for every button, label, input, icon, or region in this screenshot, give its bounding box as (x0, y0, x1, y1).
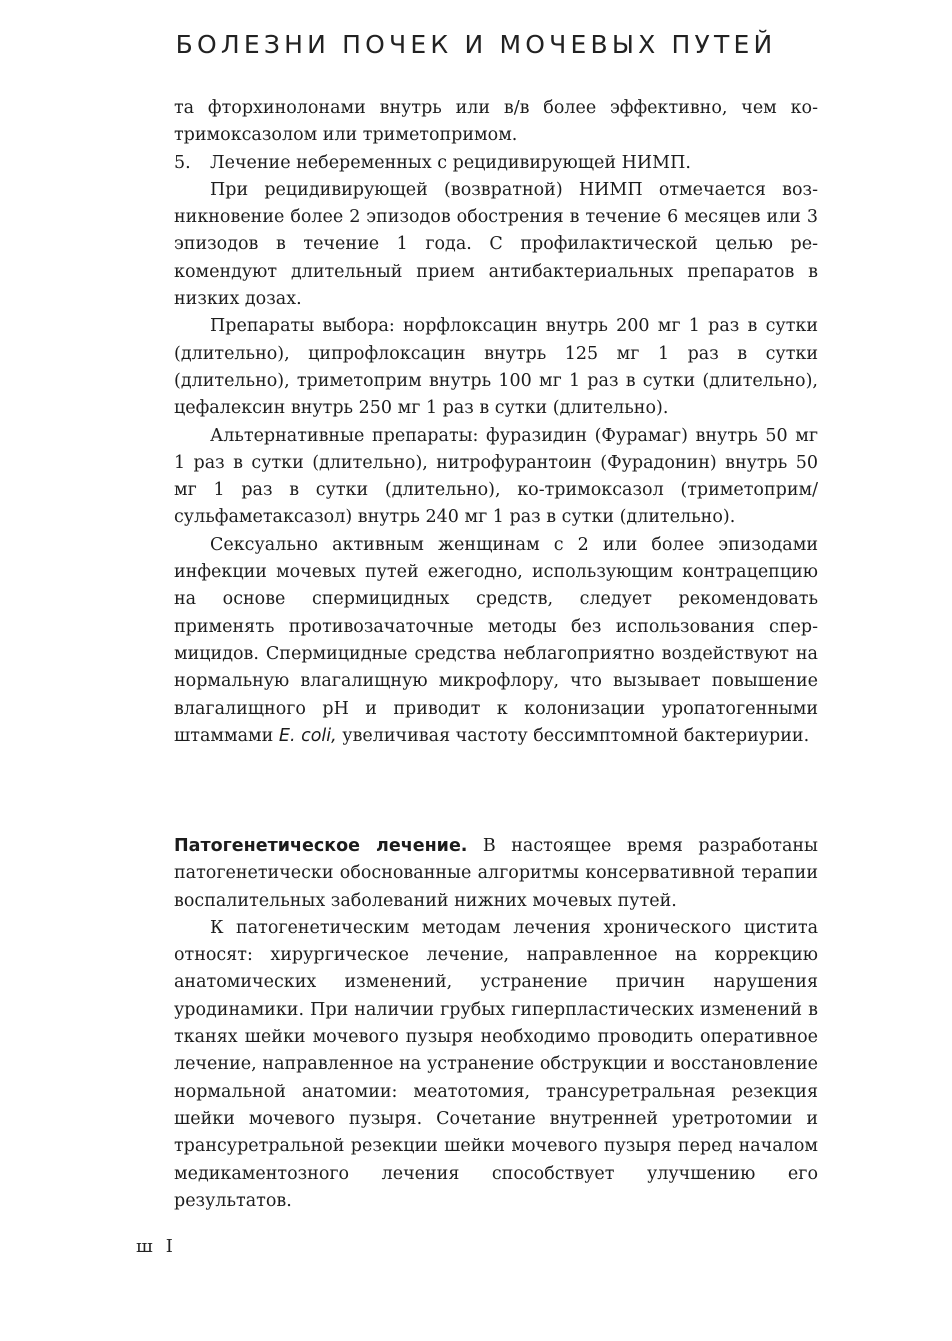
body-text-lower (174, 833, 818, 1215)
paragraph-pathogenetic (174, 833, 818, 915)
paragraph-text: Сексуально активным женщинам с 2 или более эпизодами инфекции мочевых путей ежегодно, использующим контрацепцию на основе спермицидных средств, следует рекомендовать применять противозачаточные методы без использования спермицидов. Спермицидные средства неблагоприятно воздействуют на нормальную влагалищную микрофлору, что вызывает повышение влагалищного рН и приводит к колонизации уропатогенными штаммами (174, 534, 818, 746)
paragraph-text: увеличивая частоту бессимптомной бактериурии. (336, 725, 810, 746)
body-text-upper (174, 95, 818, 750)
list-item-text: Лечение небеременных с рецидивирующей НИМП. (210, 152, 691, 173)
paragraph-text: В настоящее время разработаны патогенетически обоснованные алгоритмы консервативной терапии воспалительных заболеваний нижних мочевых путей. (174, 836, 818, 911)
page-folio (136, 1236, 174, 1257)
latin-term: E. coli, (278, 725, 337, 746)
paragraph-spermicides (174, 532, 818, 750)
paragraph-recurrent-uti: При рецидивирующей (возвратной) НИМП отмечается возникновение более 2 эпизодов обострения в течение 6 месяцев или 3 эпизодов в течение 1 года. С профилактической целью рекомендуют длительный прием антибактериальных препаратов в низких дозах. (174, 179, 818, 310)
folio-bar: I (165, 1236, 174, 1257)
list-item-5 (174, 150, 818, 177)
running-head: БОЛЕЗНИ ПОЧЕК И МОЧЕВЫХ ПУТЕЙ (175, 30, 777, 59)
paragraph-alternative-drugs: Альтернативные препараты: фуразидин (Фурамаг) внутрь 50 мг 1 раз в сутки (длительно), нитрофурантоин (Фурадонин) внутрь 50 мг 1 раз в сутки (длительно), ко-тримоксазол (триметоприм/сульфаметаксазол) внутрь 240 мг 1 раз в сутки (длительно). (174, 425, 818, 528)
folio-mark: ш (136, 1236, 154, 1257)
list-number: 5. (174, 152, 191, 173)
paragraph-drugs-of-choice: Препараты выбора: норфлоксацин внутрь 200 мг 1 раз в сутки (длительно), ципрофлоксацин внутрь 125 мг 1 раз в сутки (длительно), триметоприм внутрь 100 мг 1 раз в сутки (длительно), цефалексин внутрь 250 мг 1 раз в сутки (длительно). (174, 316, 818, 419)
section-heading: Патогенетическое лечение. (174, 836, 468, 856)
paragraph-pathogenetic-methods: К патогенетическим методам лечения хронического цистита относят: хирургическое лечение, направленное на коррекцию анатомических изменений, устранение причин нарушения уродинамики. При наличии грубых гиперпластических изменений в тканях шейки мочевого пузыря необходимо проводить оперативное лечение, направленное на устранение обструкции и восстановление нормальной анатомии: меатотомия, трансуретральная резекция шейки мочевого пузыря. Сочетание внутренней уретротомии и трансуретральной резекции шейки мочевого пузыря перед началом медикаментозного лечения способствует улучшению его результатов. (174, 917, 818, 1211)
paragraph-continuation: та фторхинолонами внутрь или в/в более эффективно, чем котримоксазолом или триметопримом. (174, 98, 818, 146)
